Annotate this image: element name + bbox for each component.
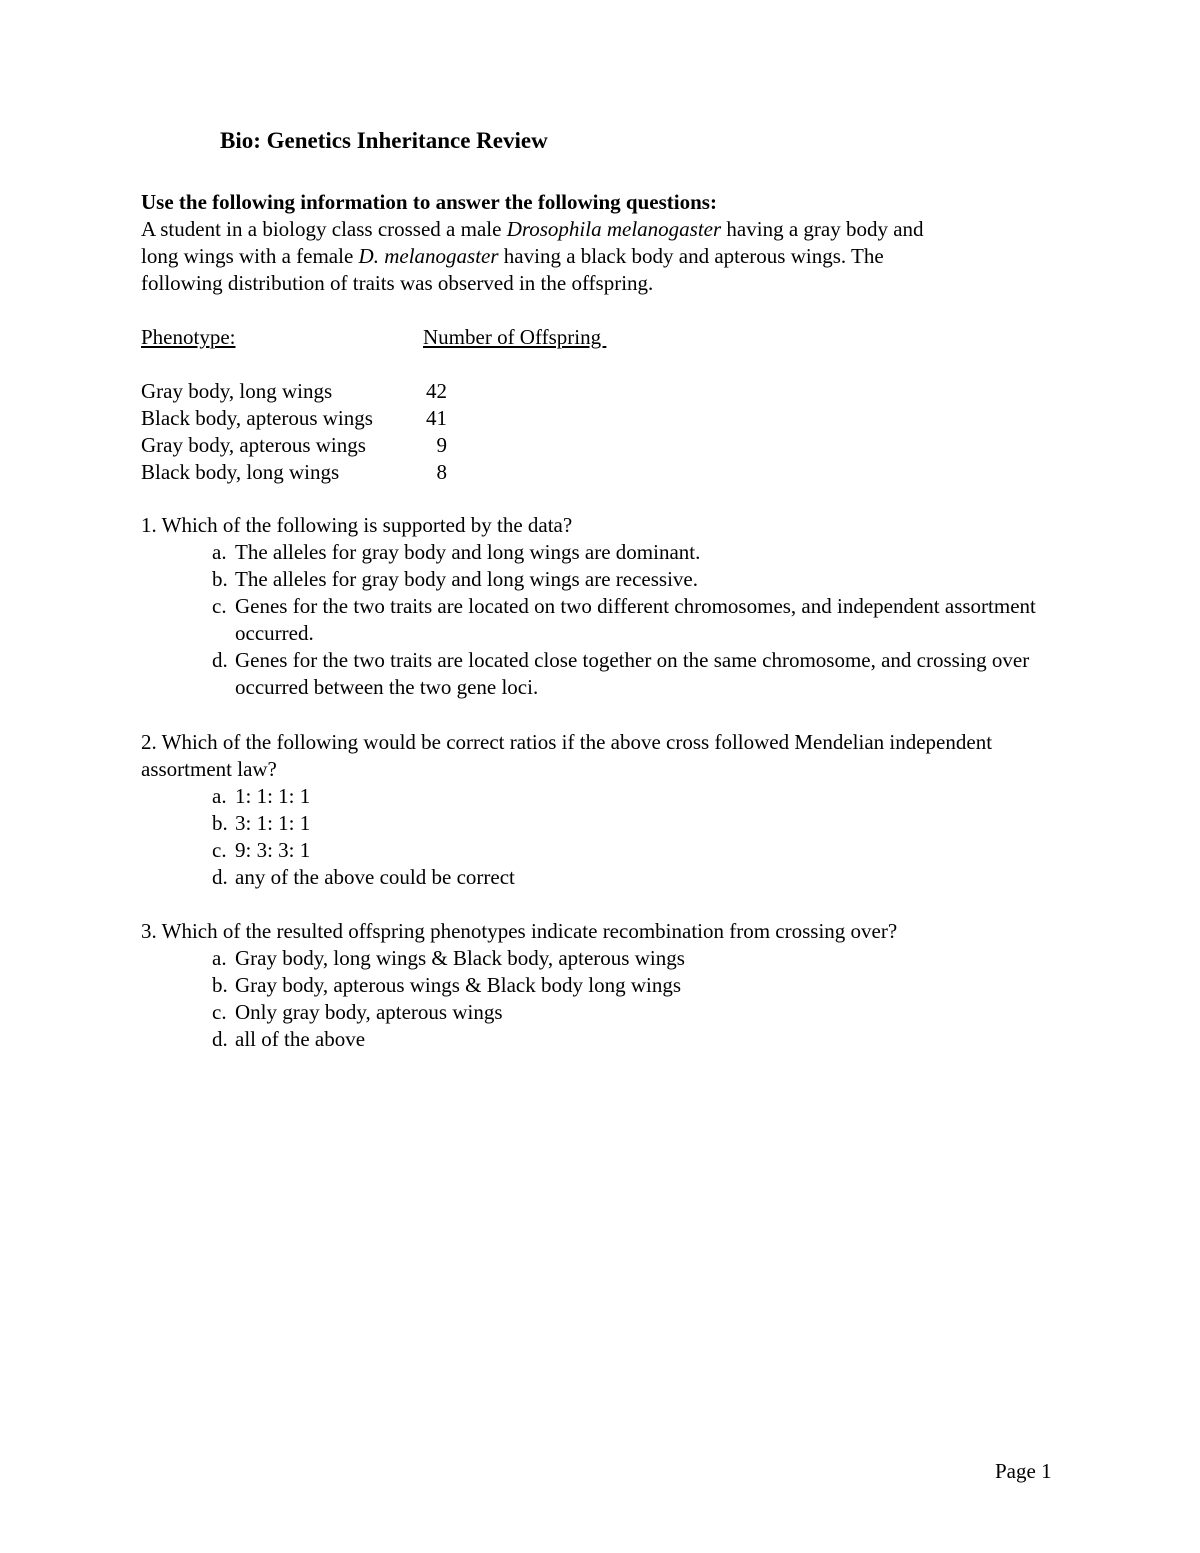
count-cell: 41 [426, 406, 447, 430]
option-letter: a. [212, 540, 227, 564]
option-letter: a. [212, 946, 227, 970]
option-letter: d. [212, 865, 228, 889]
option-text: 9: 3: 3: 1 [235, 838, 311, 862]
option-text: The alleles for gray body and long wings are recessive. [235, 567, 699, 591]
answer-options [141, 945, 1041, 1053]
answer-options [141, 539, 1041, 701]
intro-line-1-end: having a gray body and [721, 217, 924, 241]
option-text: Genes for the two traits are located close together on the same chromosome, and crossing over occurred between the two gene loci. [235, 648, 1030, 699]
table-row [141, 405, 661, 432]
intro-line-1 [141, 216, 1041, 243]
page-number: Page 1 [995, 1459, 1052, 1483]
option-letter: c. [212, 594, 227, 618]
phenotype-cell: Black body, apterous wings [141, 406, 373, 430]
question-1 [141, 512, 1041, 701]
option-text: The alleles for gray body and long wings are dominant. [235, 540, 701, 564]
intro-lead: Use the following information to answer the following questions: [141, 190, 717, 214]
count-cell: 8 [436, 460, 447, 484]
answer-option [141, 539, 1041, 566]
option-text: Genes for the two traits are located on two different chromosomes, and independent assortment occurred. [235, 594, 1036, 645]
answer-option [141, 566, 1041, 593]
answer-option [141, 972, 1041, 999]
count-cell: 42 [426, 379, 447, 403]
option-letter: b. [212, 973, 228, 997]
option-text: Gray body, long wings & Black body, apterous wings [235, 946, 685, 970]
count-column-header: Number of Offspring [423, 325, 607, 349]
option-text: Gray body, apterous wings & Black body long wings [235, 973, 682, 997]
offspring-table [141, 324, 661, 486]
answer-option [141, 810, 1041, 837]
intro-line-2-start: long wings with a female [141, 244, 359, 268]
option-letter: d. [212, 648, 228, 672]
document-title: Bio: Genetics Inheritance Review [220, 128, 548, 153]
intro-line-3: following distribution of traits was observed in the offspring. [141, 271, 654, 295]
answer-option [141, 783, 1041, 810]
species-name: Drosophila melanogaster [506, 217, 722, 241]
phenotype-cell: Gray body, apterous wings [141, 433, 366, 457]
option-letter: c. [212, 838, 227, 862]
option-text: all of the above [235, 1027, 366, 1051]
count-cell: 9 [436, 433, 447, 457]
table-row [141, 378, 661, 405]
phenotype-column-header: Phenotype: [141, 325, 236, 349]
question-stem: 2. Which of the following would be correct ratios if the above cross followed Mendelian independent assortment law? [141, 730, 993, 781]
option-text: Only gray body, apterous wings [235, 1000, 503, 1024]
table-header [141, 324, 661, 351]
table-row [141, 459, 661, 486]
intro-paragraph [141, 189, 1041, 297]
answer-option [141, 837, 1041, 864]
option-letter: c. [212, 1000, 227, 1024]
question-2 [141, 729, 1041, 891]
answer-option [141, 945, 1041, 972]
option-letter: d. [212, 1027, 228, 1051]
table-row [141, 432, 661, 459]
answer-option [141, 999, 1041, 1026]
question-stem: 1. Which of the following is supported by the data? [141, 513, 573, 537]
option-letter: a. [212, 784, 227, 808]
phenotype-cell: Gray body, long wings [141, 379, 333, 403]
intro-line-2 [141, 243, 1041, 270]
intro-line-2-end: having a black body and apterous wings. The [498, 244, 884, 268]
option-text: 1: 1: 1: 1 [235, 784, 311, 808]
option-letter: b. [212, 811, 228, 835]
option-text: any of the above could be correct [235, 865, 515, 889]
intro-line-1-start: A student in a biology class crossed a male [141, 217, 507, 241]
answer-options [141, 783, 1041, 891]
question-3 [141, 918, 1041, 1053]
answer-option [141, 647, 1041, 701]
question-stem: 3. Which of the resulted offspring phenotypes indicate recombination from crossing over? [141, 919, 898, 943]
phenotype-cell: Black body, long wings [141, 460, 340, 484]
answer-option [141, 864, 1041, 891]
answer-option [141, 593, 1041, 647]
species-abbrev: D. melanogaster [358, 244, 499, 268]
answer-option [141, 1026, 1041, 1053]
option-text: 3: 1: 1: 1 [235, 811, 311, 835]
option-letter: b. [212, 567, 228, 591]
